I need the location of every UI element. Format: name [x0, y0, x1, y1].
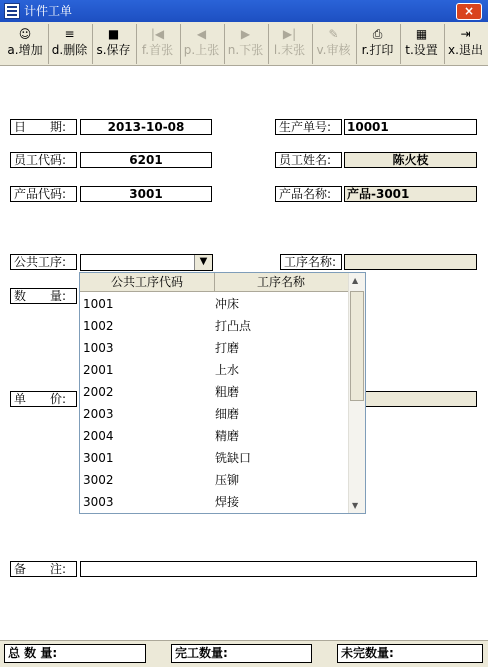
process-combobox[interactable]	[80, 254, 213, 271]
save-button[interactable]	[92, 24, 134, 64]
add-button[interactable]	[4, 24, 46, 64]
completed-quantity: 完工数量:	[171, 644, 312, 663]
approve-button[interactable]	[312, 24, 354, 64]
window-title: 计件工单	[24, 4, 73, 18]
approve-icon: ✎	[328, 27, 339, 41]
print-button-label: r.打印	[361, 43, 394, 57]
date-field[interactable]: 2013-10-08	[80, 119, 212, 135]
employee-name-field: 陈火枝	[344, 152, 477, 168]
save-button-label: s.保存	[96, 43, 131, 57]
previous-record-button[interactable]	[180, 24, 222, 64]
order-no-label: 生产单号:	[275, 119, 342, 135]
list-item[interactable]: 3002 压铆	[83, 473, 240, 487]
print-icon: ⎙	[372, 27, 383, 41]
previous-record-icon: ◀	[196, 27, 207, 41]
previous-record-button-label: p.上张	[183, 43, 220, 57]
first-record-icon: |◀	[150, 27, 165, 41]
date-label: 日 期:	[10, 119, 77, 135]
settings-button[interactable]	[400, 24, 442, 64]
first-record-button-label: f.首张	[141, 43, 174, 57]
last-record-button[interactable]	[268, 24, 310, 64]
product-code-field[interactable]: 3001	[80, 186, 212, 202]
delete-button[interactable]	[48, 24, 90, 64]
status-bar	[0, 640, 488, 667]
settings-icon: ▦	[415, 27, 428, 41]
delete-button-label: d.删除	[51, 43, 88, 57]
product-code-label: 产品代码:	[10, 186, 77, 202]
vertical-scrollbar[interactable]	[348, 273, 365, 513]
list-item[interactable]: 2004 精磨	[83, 429, 240, 443]
list-item[interactable]: 2002 粗磨	[83, 385, 240, 399]
product-name-field: 产品-3001	[344, 186, 477, 202]
list-item[interactable]: 3003 焊接	[83, 495, 240, 509]
process-label: 公共工序:	[10, 254, 77, 270]
exit-button[interactable]	[444, 24, 486, 64]
uncompleted-quantity: 未完数量:	[337, 644, 483, 663]
scroll-down-icon[interactable]: ▼	[352, 501, 359, 510]
next-record-icon: ▶	[240, 27, 251, 41]
employee-code-field[interactable]: 6201	[80, 152, 212, 168]
approve-button-label: v.审核	[316, 43, 351, 57]
scrollbar-thumb[interactable]	[350, 291, 364, 401]
exit-icon: ⇥	[460, 27, 471, 41]
dropdown-header	[80, 273, 348, 292]
unit-price-field	[364, 391, 477, 407]
chevron-down-icon[interactable]: ▼	[194, 255, 212, 270]
settings-button-label: t.设置	[405, 43, 438, 57]
list-item[interactable]: 1002 打凸点	[83, 319, 252, 333]
print-button[interactable]	[356, 24, 398, 64]
process-dropdown-list[interactable]	[79, 272, 366, 514]
close-button[interactable]: ×	[456, 3, 482, 20]
remark-field[interactable]	[80, 561, 477, 577]
remark-label: 备 注:	[10, 561, 77, 577]
add-button-label: a.增加	[7, 43, 43, 57]
next-record-button-label: n.下张	[227, 43, 264, 57]
title-bar	[0, 0, 488, 22]
list-item[interactable]: 2003 细磨	[83, 407, 240, 421]
product-name-label: 产品名称:	[275, 186, 342, 202]
add-icon: ☺	[18, 27, 32, 41]
column-header-process-code: 公共工序代码	[80, 273, 215, 292]
first-record-button[interactable]	[136, 24, 178, 64]
list-item[interactable]: 1001 冲床	[83, 297, 240, 311]
unit-price-label: 单 价:	[10, 391, 77, 407]
scroll-up-icon[interactable]: ▲	[352, 276, 359, 285]
list-item[interactable]: 3001 铣缺口	[83, 451, 252, 465]
quantity-label: 数 量:	[10, 288, 77, 304]
toolbar	[0, 22, 488, 66]
column-header-process-name: 工序名称	[256, 275, 305, 289]
process-name-label: 工序名称:	[280, 254, 342, 270]
order-no-field[interactable]: 10001	[344, 119, 477, 135]
total-quantity: 总 数 量:	[4, 644, 146, 663]
app-icon	[4, 3, 20, 19]
employee-name-label: 员工姓名:	[275, 152, 342, 168]
delete-icon: ≡	[64, 27, 75, 41]
exit-button-label: x.退出	[448, 43, 483, 57]
employee-code-label: 员工代码:	[10, 152, 77, 168]
last-record-button-label: l.末张	[273, 43, 306, 57]
save-icon: ■	[107, 27, 120, 41]
next-record-button[interactable]	[224, 24, 266, 64]
process-name-field	[344, 254, 477, 270]
last-record-icon: ▶|	[282, 27, 297, 41]
list-item[interactable]: 2001 上水	[83, 363, 240, 377]
list-item[interactable]: 1003 打磨	[83, 341, 240, 355]
